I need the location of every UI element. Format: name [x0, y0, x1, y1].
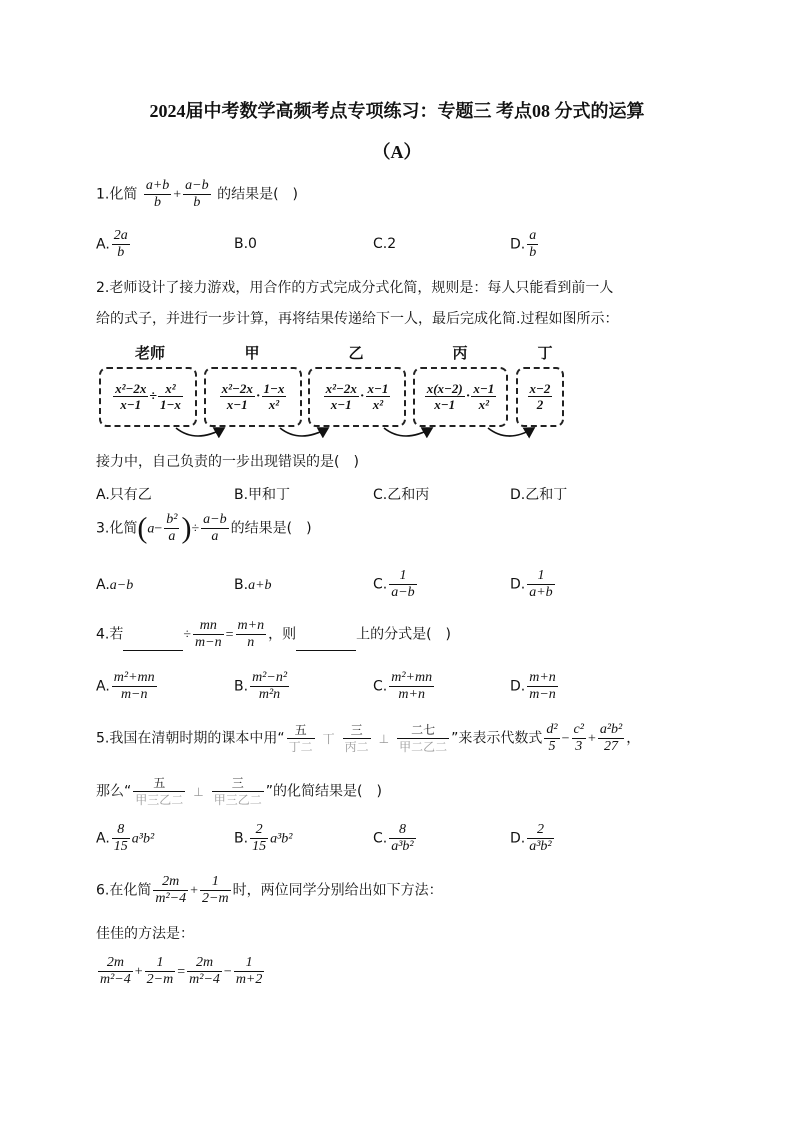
- q2-question: 接力中，自己负责的一步出现错误的是( ): [96, 454, 359, 470]
- relay-box-jia: $\frac{\text{x²−2x}}{x-1}$ · $\frac{1-x}{\text{x²}}$: [204, 367, 302, 427]
- q5-option-a: A. $\frac{8}{15}$ a³b²: [96, 822, 155, 854]
- relay-box-teacher: $\frac{\text{x²−2x}}{x-1}$ ÷ $\frac{\text{x²}}{1-x}$: [99, 367, 197, 427]
- question-3: 3.化简(a− $\frac{\text{b²}}{a}$ )÷ $\frac{a-b}{a}$ 的结果是( ): [96, 511, 312, 545]
- q6-equation: $\frac{2m}{\text{m²−4}}$ + $\frac{1}{2-m}$ = $\frac{2m}{\text{m²−4}}$ − $\frac{1}{m+2}$: [100, 955, 263, 987]
- q2-option-c: C.乙和丙: [373, 487, 430, 503]
- q2-text-line-1: 2.老师设计了接力游戏，用合作的方式完成分式化简，规则是：每人只能看到前一人: [96, 280, 614, 296]
- q3-option-a: A.a−b: [96, 577, 134, 593]
- question-4: 4.若 ÷ $\frac{mn}{m-n}$ = $\frac{m+n}{n}$ ，则 上的分式是( ): [96, 618, 452, 650]
- arrow-teacher-to-jia: [176, 428, 224, 436]
- q5-option-b: B. $\frac{2}{15}$ a³b²: [234, 822, 293, 854]
- q5-option-c: C. $\frac{8}{\text{a³b²}}$: [373, 822, 414, 854]
- q1-prefix: 1.化简: [96, 186, 138, 203]
- q1-fraction-2: $\frac{a-b}{b}$: [185, 178, 209, 210]
- q2-option-a: A.只有乙: [96, 487, 152, 503]
- q4-blank-2[interactable]: [296, 636, 356, 651]
- q2-option-b: B.甲和丁: [234, 487, 291, 503]
- arrow-jia-to-yi: [280, 428, 328, 436]
- q3-option-d: D. $\frac{1}{a+b}$: [510, 568, 553, 600]
- arrow-yi-to-bing: [384, 428, 432, 436]
- q2-text-line-2: 给的式子，并进行一步计算，再将结果传递给下一人，最后完成化简.过程如图所示：: [96, 311, 619, 327]
- q5-option-d: D. $\frac{2}{\text{a³b²}}$: [510, 822, 552, 854]
- arrow-bing-to-ding: [488, 428, 534, 436]
- relay-diagram: [96, 340, 696, 440]
- relay-arrows: [96, 418, 576, 442]
- question-6: 6.在化简 $\frac{2m}{\text{m²−4}}$ + $\frac{1}{2-m}$ 时，两位同学分别给出如下方法：: [96, 874, 443, 906]
- q1-option-b: B.0: [234, 236, 257, 252]
- question-1: 1.化简 $\frac{a+b}{b}$ + $\frac{a-b}{b}$ 的结果是( ): [96, 178, 299, 210]
- relay-box-bing: $\frac{x(x-2)}{x-1}$ · $\frac{x-1}{\text{x²}}$: [413, 367, 508, 427]
- q4-option-d: D. $\frac{m+n}{m-n}$: [510, 670, 556, 702]
- q4-option-c: C. $\frac{\text{m²+mn}}{m+n}$: [373, 670, 433, 702]
- label-bing: 丙: [452, 344, 468, 362]
- relay-box-ding: $\frac{x-2}{2}$: [516, 367, 564, 427]
- q6-method-label: 佳佳的方法是：: [96, 926, 194, 942]
- q4-option-b: B. $\frac{\text{m²−n²}}{\text{m²n}}$: [234, 670, 288, 702]
- q1-option-c: C.2: [373, 236, 397, 252]
- label-teacher: 老师: [134, 344, 165, 362]
- question-5-line-2: 那么“ $\frac{\text{五}}{\text{甲三乙二}}$ ⊥ $\frac{\text{三}}{\text{甲三乙二}}$ ”的化简结果是( ): [96, 776, 382, 807]
- q3-option-c: C. $\frac{1}{a-b}$: [373, 568, 415, 600]
- q4-option-a: A. $\frac{\text{m²+mn}}{m-n}$: [96, 670, 155, 702]
- label-yi: 乙: [348, 344, 364, 362]
- q2-option-d: D.乙和丁: [510, 487, 568, 503]
- q1-fraction-1: $\frac{a+b}{b}$: [145, 178, 170, 210]
- page-subtitle: （A）: [372, 142, 422, 162]
- q1-suffix: 的结果是( ): [217, 186, 299, 203]
- relay-box-yi: $\frac{\text{x²−2x}}{x-1}$ · $\frac{x-1}{\text{x²}}$: [308, 367, 406, 427]
- page-title: 2024届中考数学高频考点专项练习：专题三 考点08 分式的运算: [149, 101, 645, 121]
- label-ding: 丁: [537, 344, 553, 362]
- question-5-line-1: 5.我国在清朝时期的课本中用“ $\frac{\text{五}}{\text{丁二}}$ 丅 $\frac{\text{三}}{\text{丙二}}$ ⊥ $\frac{\text{二七}}{\text{甲二乙二}}$ ”来表示代数式 $\frac{\text{d²}}{5}$ − $\frac{\text{c²}}{3}$ + $\frac{\text{a²b²}}{27}$ ，: [96, 722, 641, 754]
- q4-blank-1[interactable]: [123, 636, 183, 651]
- label-jia: 甲: [244, 344, 260, 362]
- q1-option-a: A. $\frac{2a}{b}$: [96, 228, 128, 260]
- q3-option-b: B.a+b: [234, 577, 272, 593]
- q1-option-d: D. $\frac{a}{b}$: [510, 228, 537, 260]
